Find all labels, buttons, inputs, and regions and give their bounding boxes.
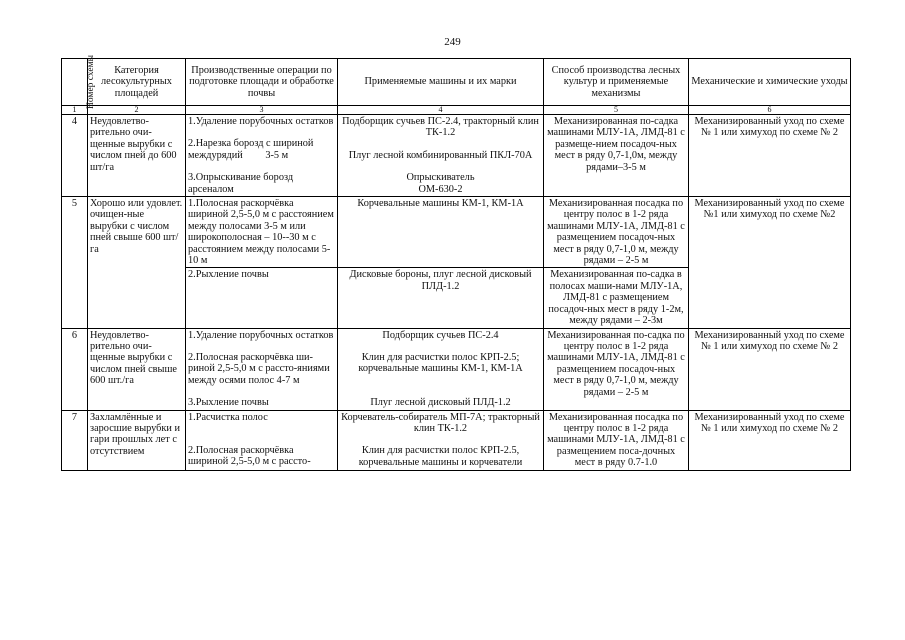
forestry-schemes-table — [61, 55, 851, 471]
operation-item: 2.Полосная раскорчёвка ши-риной 2,5-5,0 м с рассто-яниями между осями полос 4-7 м — [188, 351, 330, 386]
header-operations: Производственные операции по подготовке площади и обработке почвы — [186, 59, 338, 106]
table-row — [62, 197, 851, 268]
operations-cell — [186, 328, 338, 410]
machine-item: Плуг лесной дисковый ПЛД-1.2 — [370, 396, 511, 408]
column-number: 6 — [689, 106, 851, 115]
care-method: Механизированный уход по схеме № 1 или химуход по схеме № 2 — [689, 410, 851, 470]
column-numbers-row — [62, 106, 851, 115]
planting-method: Механизированная по-садка машинами МЛУ-1А, ЛМД-81 с размеще-нием посадоч-ных мест в ряду 0,7-1,0м, между рядами–3-5 м — [544, 115, 689, 197]
machine-item: Плуг лесной комбинированный ПКЛ-70А — [348, 149, 533, 161]
column-number: 5 — [544, 106, 689, 115]
machines-cell — [338, 328, 544, 410]
table-row — [62, 115, 851, 197]
care-method: Механизированный уход по схеме № 1 или химуход по схеме № 2 — [689, 115, 851, 197]
machines-cell — [338, 410, 544, 470]
scheme-number: 4 — [62, 115, 88, 197]
machine-item: Корчеватель-собиратель МП-7А; тракторный клин ТК-1.2 — [341, 411, 540, 434]
header-category: Категория лесокультурных площадей — [88, 59, 186, 106]
header-scheme-number: Номер схемы — [62, 59, 88, 106]
planting-method: Механизированная по-садка в полосах маши-нами МЛУ-1А, ЛМД-81 с размещением посадоч-ных мест в ряду 1-2м, между рядами – 2-3м — [544, 268, 689, 328]
operation-item: 2.Полосная раскорчёвка шириной 2,5-5,0 м с рассто- — [188, 444, 311, 468]
machine-item: Клин для расчистки полос КРП-2.5; корчевальные машины КМ-1, КМ-1А — [358, 351, 523, 375]
operation-item: 1.Расчистка полос — [188, 411, 268, 423]
column-number: 4 — [338, 106, 544, 115]
machine-item: Опрыскиватель — [406, 172, 475, 184]
page-number: 249 — [444, 36, 461, 48]
scheme-number: 6 — [62, 328, 88, 410]
header-method: Способ производства лесных культур и применяемые механизмы — [544, 59, 689, 106]
header-row — [62, 59, 851, 106]
operation-item: 3.Опрыскивание борозд арсеналом — [188, 172, 294, 195]
planting-method: Механизированная посадка по центру полос в 1-2 ряда машинами МЛУ-1А, ЛМД-81 с размещением поса-дочных мест в ряду 0.7-1.0 — [544, 410, 689, 470]
operation-item-spacing: 3-5 м — [265, 149, 289, 161]
machine-item: ОМ-630-2 — [418, 183, 463, 195]
header-care: Механические и химические уходы — [689, 59, 851, 106]
area-category: Захламлённые и заросшие вырубки и гари прошлых лет с отсутствием — [88, 410, 186, 470]
area-category: Хорошо или удовлет. очищен-ные вырубки с числом пней свыше 600 шт/га — [88, 197, 186, 328]
column-number: 3 — [186, 106, 338, 115]
operation-item: 1.Полосная раскорчёвка шириной 2,5-5,0 м с расстоянием между полосами 3-5 м или широкополосная – 10--30 м с расстоянием между полосами 5-10 м — [186, 197, 338, 268]
header-machines: Применяемые машины и их марки — [338, 59, 544, 106]
machine-item: Подборщик сучьев ПС-2.4, тракторный клин ТК-1.2 — [342, 116, 539, 139]
planting-method: Механизированная посадка по центру полос в 1-2 ряда машинами МЛУ-1А, ЛМД-81 с размещением посадоч-ных мест в ряду 0,7-1,0 м, между рядами – 2-5 м — [544, 197, 689, 268]
operations-cell — [186, 115, 338, 197]
operations-cell — [186, 410, 338, 470]
area-category: Неудовлетво-рительно очи-щенные вырубки с числом пней до 600 шт/га — [88, 115, 186, 197]
planting-method: Механизированная по-садка по центру полос в 1-2 ряда машинами МЛУ-1А, ЛМД-81 с размещением посадоч-ных мест в ряду 0,7-1,0 м, между рядами – 2-5 м — [544, 328, 689, 410]
area-category: Неудовлетво-рительно очи-щенные вырубки с числом пней свыше 600 шт./га — [88, 328, 186, 410]
table-row — [62, 328, 851, 410]
machine-item: Подборщик сучьев ПС-2.4 — [382, 329, 499, 341]
scheme-number: 5 — [62, 197, 88, 328]
operation-item: 3.Рыхление почвы — [188, 397, 269, 409]
operation-item: 2.Нарезка борозд с шириной междурядий — [188, 138, 314, 161]
column-number: 2 — [88, 106, 186, 115]
care-method: Механизированный уход по схеме №1 или химуход по схеме №2 — [689, 197, 851, 328]
table-row — [62, 410, 851, 470]
scheme-number: 7 — [62, 410, 88, 470]
machine-item: Клин для расчистки полос КРП-2.5, корчевальные машины и корчеватели — [358, 445, 523, 468]
machine-item: Корчевальные машины КМ-1, КМ-1А — [338, 197, 544, 268]
column-number: 1 — [62, 106, 88, 115]
operation-item: 2.Рыхление почвы — [186, 268, 338, 328]
care-method: Механизированный уход по схеме № 1 или химуход по схеме № 2 — [689, 328, 851, 410]
operation-item: 1.Удаление порубочных остатков — [188, 116, 334, 127]
machines-cell — [338, 115, 544, 197]
operation-item: 1.Удаление порубочных остатков — [188, 329, 334, 341]
machine-item: Дисковые бороны, плуг лесной дисковый ПЛД-1.2 — [338, 268, 544, 328]
